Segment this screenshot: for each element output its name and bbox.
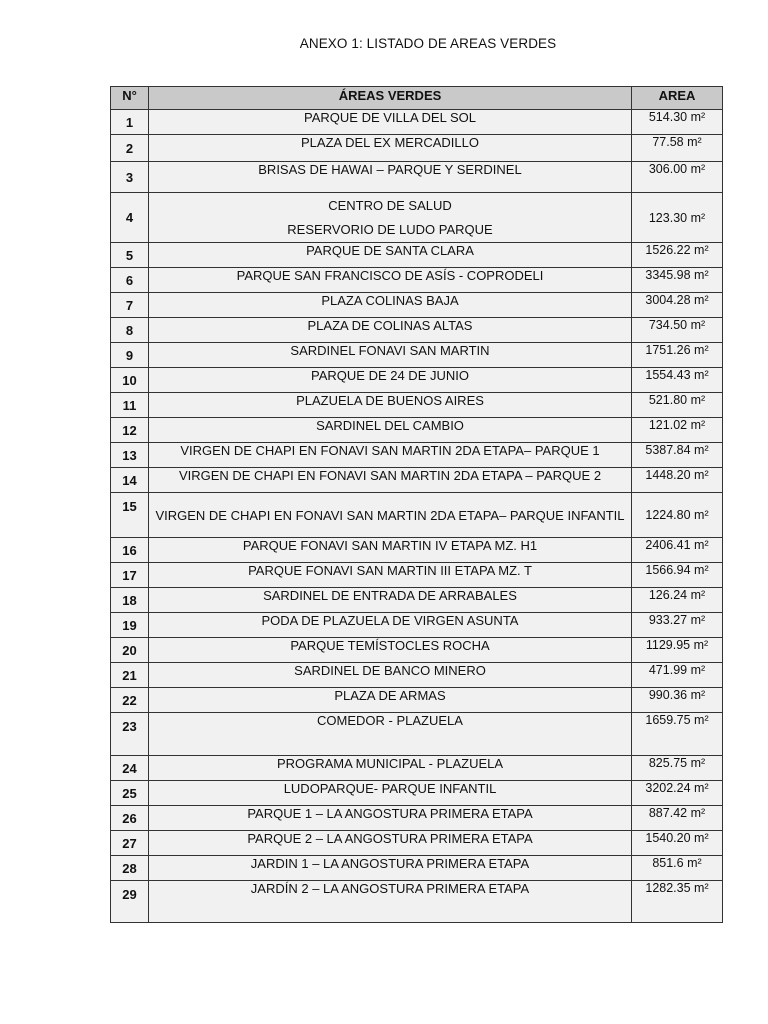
row-number: 5 [111,243,149,268]
row-number: 26 [111,806,149,831]
green-area-name: COMEDOR - PLAZUELA [149,713,632,756]
area-value: 1659.75 m² [632,713,723,756]
area-value: 1224.80 m² [632,493,723,538]
green-area-name: PLAZA DE ARMAS [149,688,632,713]
row-number: 23 [111,713,149,756]
area-value: 471.99 m² [632,663,723,688]
green-area-name: PARQUE DE 24 DE JUNIO [149,368,632,393]
table-row [111,881,723,923]
area-value: 933.27 m² [632,613,723,638]
row-number: 21 [111,663,149,688]
table-row [111,110,723,135]
table-row [111,293,723,318]
area-value: 1448.20 m² [632,468,723,493]
row-number: 1 [111,110,149,135]
green-area-name: PARQUE 1 – LA ANGOSTURA PRIMERA ETAPA [149,806,632,831]
area-value: 825.75 m² [632,756,723,781]
table-row [111,806,723,831]
row-number: 29 [111,881,149,923]
green-area-name: PARQUE TEMÍSTOCLES ROCHA [149,638,632,663]
row-number: 2 [111,135,149,162]
green-area-name: VIRGEN DE CHAPI EN FONAVI SAN MARTIN 2DA ETAPA– PARQUE INFANTIL [149,493,632,538]
row-number: 22 [111,688,149,713]
table-row [111,756,723,781]
green-area-name: PARQUE 2 – LA ANGOSTURA PRIMERA ETAPA [149,831,632,856]
green-area-name-line: CENTRO DE SALUD [328,197,452,213]
row-number: 7 [111,293,149,318]
green-areas-table [110,86,723,923]
area-value: 123.30 m² [632,193,723,243]
green-area-name: PARQUE DE SANTA CLARA [149,243,632,268]
row-number: 4 [111,193,149,243]
area-value: 734.50 m² [632,318,723,343]
table-row [111,663,723,688]
area-value: 2406.41 m² [632,538,723,563]
row-number: 9 [111,343,149,368]
row-number: 14 [111,468,149,493]
area-value: 1526.22 m² [632,243,723,268]
green-area-name: PROGRAMA MUNICIPAL - PLAZUELA [149,756,632,781]
green-area-name: PLAZA DE COLINAS ALTAS [149,318,632,343]
area-value: 1282.35 m² [632,881,723,923]
table-row [111,268,723,293]
green-area-name: PLAZA DEL EX MERCADILLO [149,135,632,162]
green-area-name: PODA DE PLAZUELA DE VIRGEN ASUNTA [149,613,632,638]
table-row [111,538,723,563]
table-row [111,613,723,638]
table-row [111,135,723,162]
row-number: 18 [111,588,149,613]
row-number: 10 [111,368,149,393]
row-number: 13 [111,443,149,468]
header-number: N° [111,87,149,110]
green-area-name: SARDINEL DE BANCO MINERO [149,663,632,688]
area-value: 1129.95 m² [632,638,723,663]
area-value: 1554.43 m² [632,368,723,393]
area-value: 1751.26 m² [632,343,723,368]
table-row [111,563,723,588]
green-area-name: SARDINEL FONAVI SAN MARTIN [149,343,632,368]
row-number: 8 [111,318,149,343]
table-row [111,162,723,193]
area-value: 121.02 m² [632,418,723,443]
area-value: 1566.94 m² [632,563,723,588]
row-number: 19 [111,613,149,638]
area-value: 306.00 m² [632,162,723,193]
row-number: 28 [111,856,149,881]
table-row [111,468,723,493]
header-area: AREA [632,87,723,110]
area-value: 887.42 m² [632,806,723,831]
green-area-name: PARQUE SAN FRANCISCO DE ASÍS - COPRODELI [149,268,632,293]
table-row [111,713,723,756]
area-value: 1540.20 m² [632,831,723,856]
table-row [111,781,723,806]
green-area-name: JARDIN 1 – LA ANGOSTURA PRIMERA ETAPA [149,856,632,881]
row-number: 20 [111,638,149,663]
green-area-name: PARQUE DE VILLA DEL SOL [149,110,632,135]
row-number: 25 [111,781,149,806]
area-value: 3345.98 m² [632,268,723,293]
table-row [111,318,723,343]
green-area-name: PLAZUELA DE BUENOS AIRES [149,393,632,418]
row-number: 27 [111,831,149,856]
green-area-name: PARQUE FONAVI SAN MARTIN IV ETAPA MZ. H1 [149,538,632,563]
table-row [111,393,723,418]
table-row [111,343,723,368]
table-row [111,493,723,538]
area-value: 990.36 m² [632,688,723,713]
table-row [111,688,723,713]
table-row [111,193,723,243]
row-number: 3 [111,162,149,193]
row-number: 17 [111,563,149,588]
table-row [111,418,723,443]
area-value: 5387.84 m² [632,443,723,468]
page-title: ANEXO 1: LISTADO DE AREAS VERDES [299,36,557,51]
green-area-name: PARQUE FONAVI SAN MARTIN III ETAPA MZ. T [149,563,632,588]
row-number: 15 [111,493,149,538]
area-value: 3004.28 m² [632,293,723,318]
row-number: 11 [111,393,149,418]
header-green-areas: ÁREAS VERDES [149,87,632,110]
area-value: 77.58 m² [632,135,723,162]
area-value: 514.30 m² [632,110,723,135]
green-area-name: PLAZA COLINAS BAJA [149,293,632,318]
row-number: 12 [111,418,149,443]
area-value: 126.24 m² [632,588,723,613]
green-area-name: JARDÍN 2 – LA ANGOSTURA PRIMERA ETAPA [149,881,632,923]
green-area-name [149,193,632,243]
green-area-name: VIRGEN DE CHAPI EN FONAVI SAN MARTIN 2DA ETAPA – PARQUE 2 [149,468,632,493]
area-value: 521.80 m² [632,393,723,418]
green-area-name: VIRGEN DE CHAPI EN FONAVI SAN MARTIN 2DA ETAPA– PARQUE 1 [149,443,632,468]
table-header-row [111,87,723,110]
table-row [111,243,723,268]
green-area-name: SARDINEL DEL CAMBIO [149,418,632,443]
table-row [111,443,723,468]
row-number: 16 [111,538,149,563]
table-row [111,638,723,663]
table-row [111,588,723,613]
area-value: 3202.24 m² [632,781,723,806]
table-row [111,831,723,856]
green-area-name: LUDOPARQUE- PARQUE INFANTIL [149,781,632,806]
row-number: 24 [111,756,149,781]
table-row [111,368,723,393]
table-row [111,856,723,881]
green-area-name: BRISAS DE HAWAI – PARQUE Y SERDINEL [149,162,632,193]
area-value: 851.6 m² [632,856,723,881]
row-number: 6 [111,268,149,293]
green-area-name-line: RESERVORIO DE LUDO PARQUE [287,221,493,237]
green-area-name: SARDINEL DE ENTRADA DE ARRABALES [149,588,632,613]
